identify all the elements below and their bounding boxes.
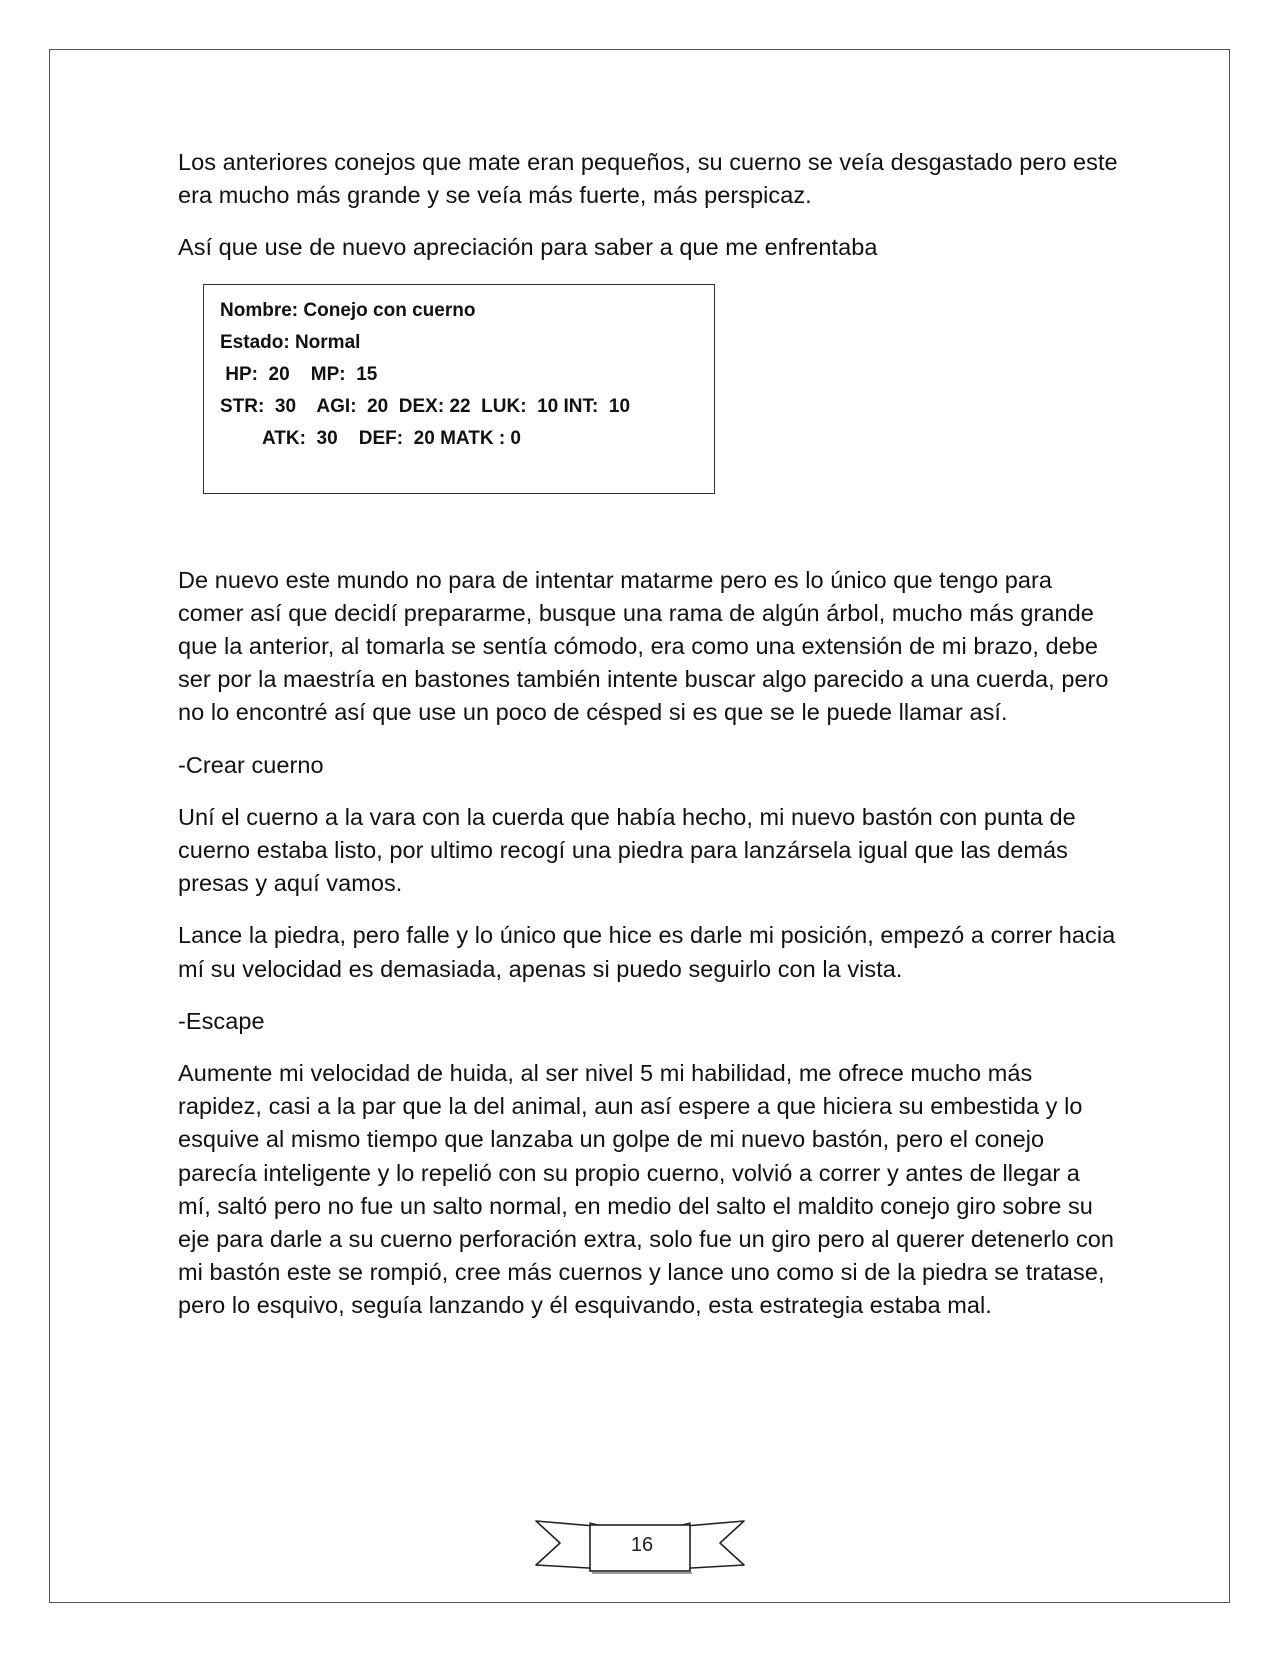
- paragraph: Los anteriores conejos que mate eran pequeños, su cuerno se veía desgastado pero este era mucho más grande y se veía más fuerte, más perspicaz.: [178, 149, 1118, 209]
- stat-name-line: Nombre: Conejo con cuerno: [220, 299, 476, 321]
- stat-combat-line: ATK: 30 DEF: 20 MATK : 0: [262, 427, 521, 449]
- paragraph: Aumente mi velocidad de huida, al ser nivel 5 mi habilidad, me ofrece mucho más rapidez, casi a la par que la del animal, aun así espere a que hiciera su embestida y lo esquive al mismo tiempo que lanzaba un golpe de mi nuevo bastón, pero el conejo parecía inteligente y lo repelió con su propio cuerno, volvió a correr y antes de llegar a mí, saltó pero no fue un salto normal, en medio del salto el maldito conejo giro sobre su eje para darle a su cuerno perforación extra, solo fue un giro pero al querer detenerlo con mi bastón este se rompió, cree más cuernos y lance uno como si de la piedra se tratase, pero lo esquivo, seguía lanzando y él esquivando, esta estrategia estaba mal.: [178, 1060, 1114, 1319]
- paragraph: Uní el cuerno a la vara con la cuerda que había hecho, mi nuevo bastón con punta de cuerno estaba listo, por ultimo recogí una piedra para lanzársela igual que las demás presas y aquí vamos.: [178, 803, 1076, 897]
- page-footer: [530, 1515, 750, 1585]
- page-number: 16: [630, 1533, 654, 1556]
- stat-hp-mp-line: HP: 20 MP: 15: [220, 363, 378, 385]
- stat-state-line: Estado: Normal: [220, 331, 361, 353]
- paragraph: De nuevo este mundo no para de intentar matarme pero es lo único que tengo para comer así que decidí prepararme, busque una rama de algún árbol, mucho más grande que la anterior, al tomarla se sentía cómodo, era como una extensión de mi brazo, debe ser por la maestría en bastones también intente buscar algo parecido a una cuerda, pero no lo encontré así que use un poco de césped si es que se le puede llamar así.: [178, 566, 1109, 726]
- skill-line: -Escape: [178, 1007, 265, 1034]
- paragraph: Lance la piedra, pero falle y lo único que hice es darle mi posición, empezó a correr hacia mí su velocidad es demasiada, apenas si puedo seguirlo con la vista.: [178, 922, 1116, 982]
- status-box: [203, 284, 715, 494]
- stat-attributes-line: STR: 30 AGI: 20 DEX: 22 LUK: 10 INT: 10: [220, 395, 631, 417]
- skill-line: -Crear cuerno: [178, 751, 324, 778]
- document-body: [178, 146, 1118, 1342]
- paragraph: Así que use de nuevo apreciación para saber a que me enfrentaba: [178, 234, 878, 261]
